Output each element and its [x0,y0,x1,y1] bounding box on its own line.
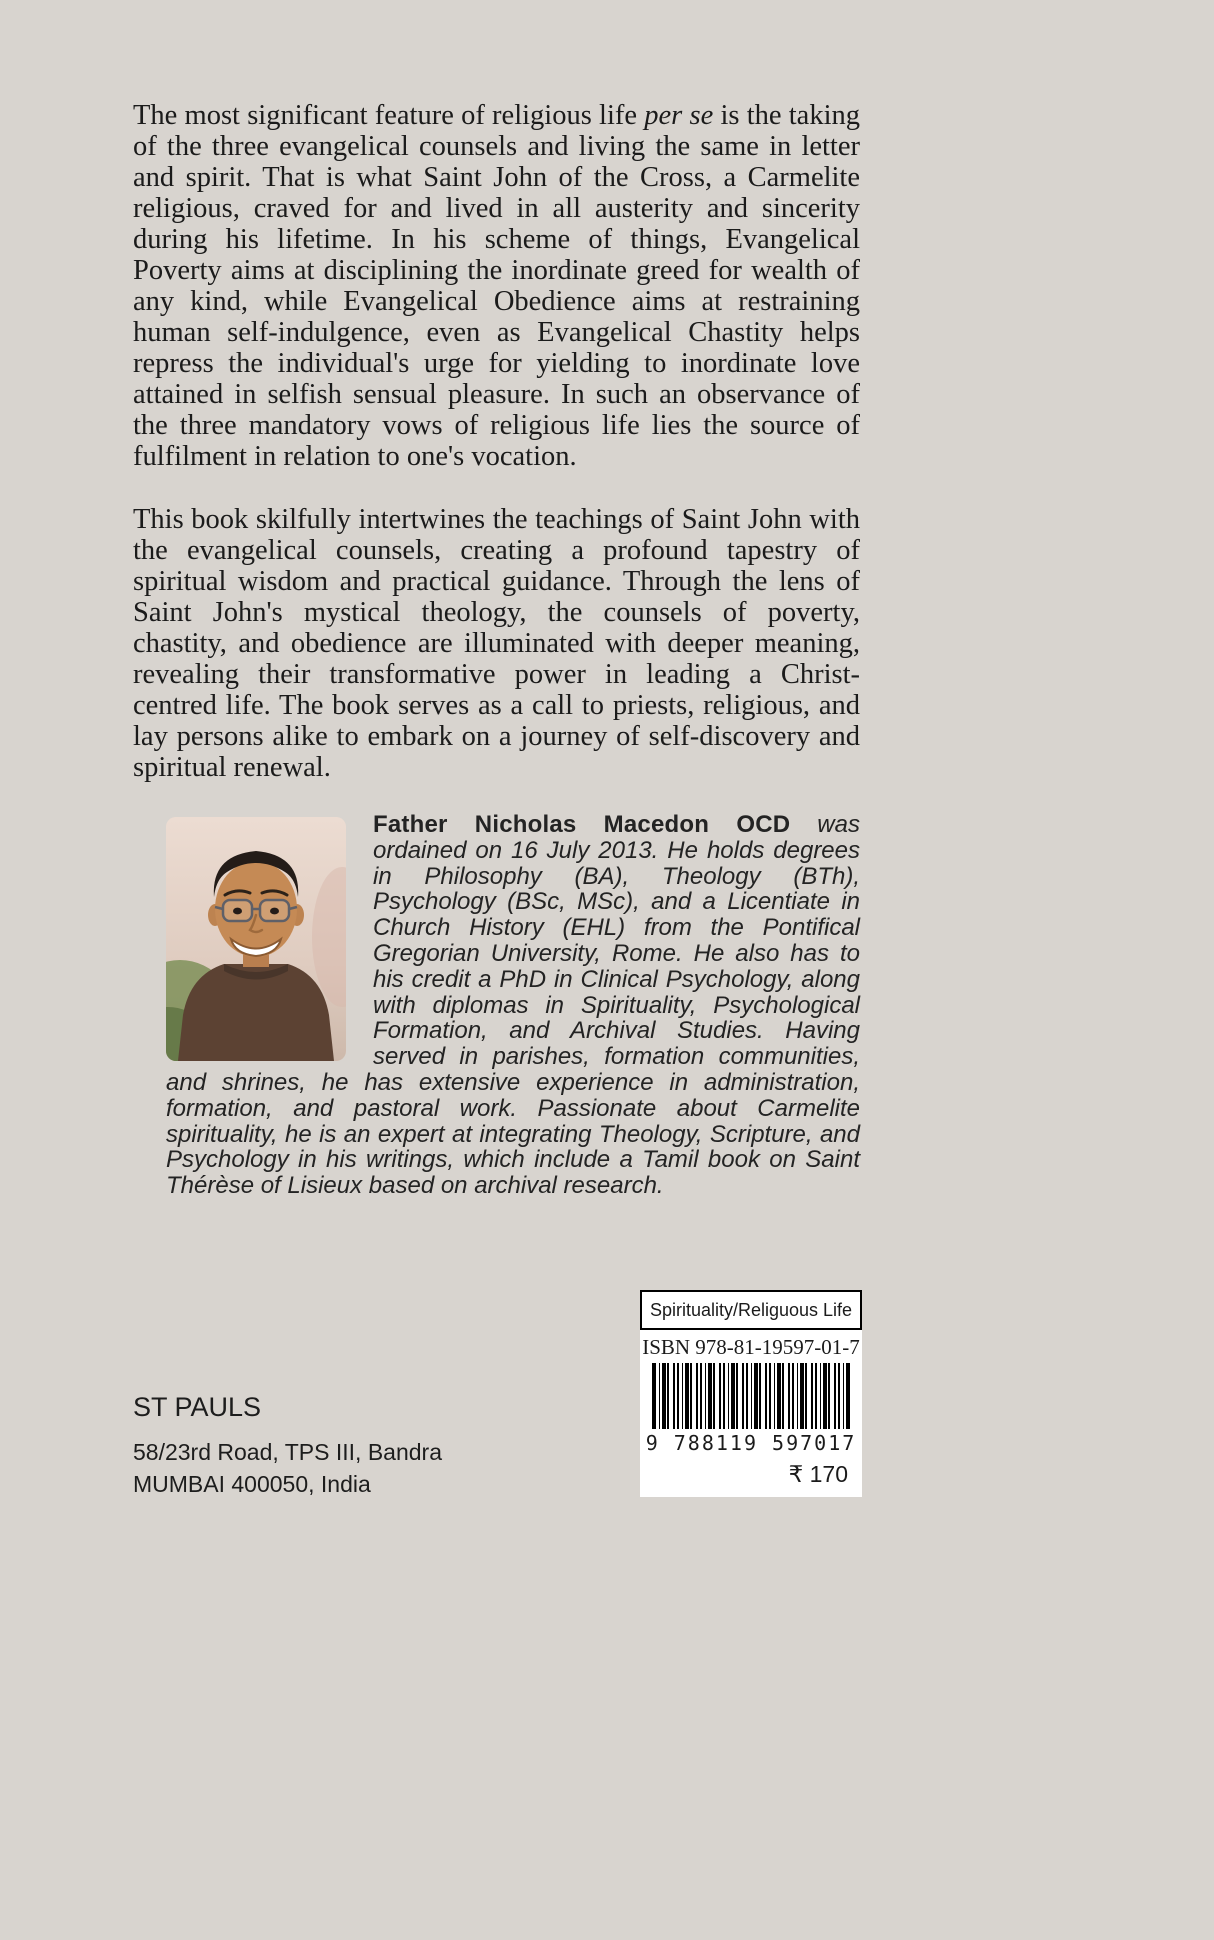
price: ₹ 170 [788,1461,848,1487]
author-bio-body: was ordained on 16 July 2013. He holds degrees in Philosophy (BA), Theology (BTh), Psychology (BSc, MSc), and a Licentiate in Church History (EHL) from the Pontifical Gregorian University, Rome. He also has to his credit a PhD in Clinical Psychology, along with diplomas in Spirituality, Psychological Formation, and Archival Studies. Having served in parishes, formation communities, and shrines, he has extensive experience in administration, formation, and pastoral work. Passionate about Carmelite spirituality, he is an expert at integrating Theology, Scripture, and Psychology in his writings, which include a Tamil book on Saint Thérèse of Lisieux based on archival research. [166,811,860,1200]
synopsis-p1-before: The most significant feature of religious life [133,100,645,131]
category-label: Spirituality/Religuous Life [640,1290,862,1330]
synopsis-paragraph-2: This book skilfully intertwines the teachings of Saint John with the evangelical counsels, creating a profound tapestry of spiritual wisdom and practical guidance. Through the lens of Saint John's mystical theology, the counsels of poverty, chastity, and obedience are illuminated with deeper meaning, revealing their transformative power in leading a Christ-centred life. The book serves as a call to priests, religious, and lay persons alike to embark on a journey of self-discovery and spiritual renewal. [133,504,860,783]
barcode-digits: 9 788119 597017 [645,1431,857,1455]
isbn-number: ISBN 978-81-19597-01-7 [642,1335,860,1359]
publisher-name: ST PAULS [133,1392,262,1422]
publisher-address-line1: 58/23rd Road, TPS III, Bandra [133,1439,442,1465]
barcode [652,1363,850,1429]
publisher-block [133,1392,442,1500]
author-name: Father Nicholas Macedon OCD [373,811,791,838]
publisher-address-line2: MUMBAI 400050, India [133,1471,371,1497]
isbn-box [640,1290,862,1497]
author-photo [166,817,346,1061]
author-bio-section [166,812,860,1199]
synopsis-section [133,100,860,815]
synopsis-paragraph-1 [133,100,860,472]
synopsis-p1-italic-phrase: per se [644,100,714,131]
synopsis-p1-after: is the taking of the three evangelical counsels and living the same in letter and spirit. That is what Saint John of the Cross, a Carmelite religious, craved for and lived in all austerity and sincerity during his lifetime. In his scheme of things, Evangelical Poverty aims at disciplining the inordinate greed for wealth of any kind, while Evangelical Obedience aims at restraining human self-indulgence, even as Evangelical Chastity helps repress the individual's urge for yielding to inordinate love attained in selfish sensual pleasure. In such an observance of the three mandatory vows of religious life lies the source of fulfilment in relation to one's vocation. [133,100,860,472]
author-portrait-illustration [166,817,346,1061]
